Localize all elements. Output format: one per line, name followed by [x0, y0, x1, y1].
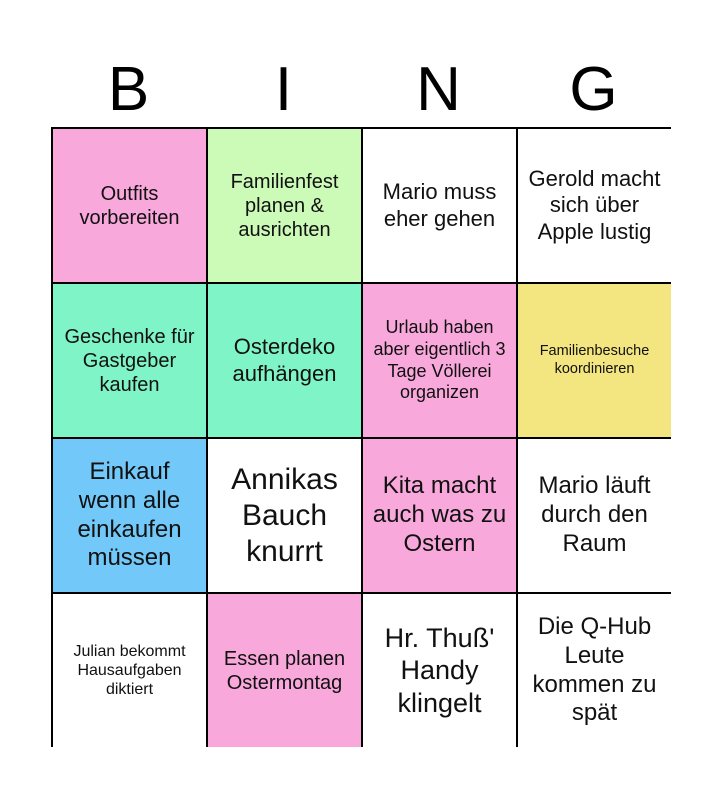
bingo-cell-text: Hr. Thuß' Handy klingelt	[384, 622, 495, 718]
bingo-cell-14[interactable]	[206, 592, 361, 747]
bingo-cell-text: Mario läuft durch den Raum	[538, 472, 651, 557]
bingo-cell-9[interactable]	[51, 437, 206, 592]
bingo-cell-text: Geschenke für Gastgeber kaufen	[64, 325, 195, 396]
bingo-cell-text: Kita macht auch was zu Ostern	[372, 472, 507, 557]
bingo-cell-text: Julian bekommt Hausaufgaben diktiert	[73, 642, 186, 699]
bingo-cell-text: Annikas Bauch knurrt	[231, 462, 338, 568]
bingo-cell-1[interactable]	[51, 127, 206, 282]
bingo-cell-text: Die Q-Hub Leute kommen zu spät	[532, 612, 657, 727]
bingo-cell-7[interactable]	[361, 282, 516, 437]
bingo-cell-15[interactable]	[361, 592, 516, 747]
bingo-cell-text: Outfits vorbereiten	[79, 182, 180, 229]
bingo-cell-6[interactable]	[206, 282, 361, 437]
bingo-board	[51, 127, 671, 747]
bingo-cell-16[interactable]	[516, 592, 671, 747]
bingo-cell-2[interactable]	[206, 127, 361, 282]
bingo-cell-13[interactable]	[51, 592, 206, 747]
header-letter-i: I	[274, 55, 293, 124]
bingo-cell-text: Urlaub haben aber eigentlich 3 Tage Völlerei organizen	[373, 317, 506, 403]
bingo-cell-text: Osterdeko aufhängen	[232, 334, 337, 386]
bingo-cell-8[interactable]	[516, 282, 671, 437]
bingo-cell-text: Familienfest planen & ausrichten	[230, 170, 339, 241]
bingo-header	[51, 52, 671, 128]
bingo-cell-5[interactable]	[51, 282, 206, 437]
bingo-cell-text: Gerold macht sich über Apple lustig	[528, 165, 661, 244]
bingo-cell-text: Einkauf wenn alle einkaufen müssen	[77, 457, 182, 572]
bingo-cell-12[interactable]	[516, 437, 671, 592]
bingo-cell-3[interactable]	[361, 127, 516, 282]
header-letter-n: N	[416, 55, 461, 124]
header-letter-g: G	[569, 55, 618, 124]
bingo-cell-4[interactable]	[516, 127, 671, 282]
header-letter-b: B	[107, 55, 150, 124]
bingo-cell-11[interactable]	[361, 437, 516, 592]
bingo-cell-text: Familienbesuche koordinieren	[539, 343, 650, 377]
bingo-cell-text: Essen planen Ostermontag	[223, 647, 346, 694]
bingo-cell-text: Mario muss eher gehen	[382, 179, 497, 231]
bingo-cell-10[interactable]	[206, 437, 361, 592]
